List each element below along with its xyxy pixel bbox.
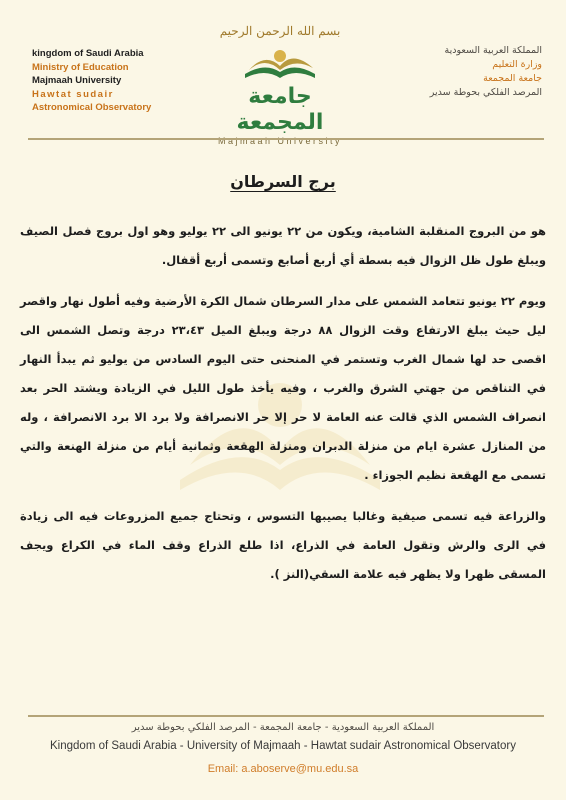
header-arabic-block — [362, 44, 542, 100]
header-country: kingdom of Saudi Arabia — [32, 48, 144, 59]
header-university: Majmaah University — [32, 75, 122, 86]
header-english-block — [32, 47, 182, 115]
header-ar-country: المملكة العربية السعودية — [444, 45, 542, 56]
footer-arabic-line: المملكة العربية السعودية - جامعة المجمعة - المرصد الفلكي بحوطة سدير — [131, 722, 435, 733]
header-ar-observatory: المرصد الفلكي بحوطة سدير — [429, 87, 542, 98]
paragraph-1: هو من البروج المنقلبة الشامية، ويكون من ٢٢ يونيو الى ٢٢ يوليو وهو اول بروج فصل الصيف ويبلغ طول ظل الزوال فيه بسطة أي أربع أصابع وتسمى أربع أقفال. — [20, 224, 546, 267]
paragraph-3: والزراعة فيه تسمى صيفية وغالبا يصيبها التسوس ، وتحتاج جميع المزروعات فيه الى زيادة في الرى والرش وتقول العامة في الذراع، اذا طلع الذراع وقف الماء في الكراع ويجف المسقى ظهرا ولا يظهر فيه علامة السقي(النز ). — [20, 509, 546, 581]
header-ar-university: جامعة المجمعة — [483, 73, 542, 84]
document-title: برج السرطان — [230, 172, 336, 191]
book-emblem-icon — [235, 44, 325, 84]
paragraph-2: ويوم ٢٢ يونيو تتعامد الشمس على مدار السرطان شمال الكرة الأرضية وفيه أطول نهار واقصر ليل حيث يبلغ الارتفاع وقت الزوال ٨٨ درجة ويبلغ الميل ٢٣،٤٣ درجة وتصل الشمس الى اقصى حد لها شمال الغرب وتستمر في المنحنى حتى اليوم السادس من يوليو ثم يبدأ النهار في التناقص من جهتي الشرق والغرب ، وفيه يأخذ طول الليل في الزيادة ويشتد الحر بعد انصراف الشمس الذي قالت عنه العامة لا حر إلا حر الانصرافة ولا برد الا برد الانصرافة ، وله من المنازل عشرة ايام من منزلة الدبران ومنزلة الهقعة وثمانية أيام من منزلة الهنعة والتي تسمى مع الهقعة نظيم الجوزاء . — [20, 294, 547, 482]
header-town: Hawtat sudair — [32, 88, 114, 100]
header-ministry: Ministry of Education — [32, 61, 129, 73]
basmala-calligraphy: بسم الله الرحمن الرحيم — [219, 24, 341, 38]
header-ar-ministry: وزارة التعليم — [492, 59, 542, 70]
header-divider — [28, 138, 544, 140]
logo-arabic-name: جامعة المجمعة — [236, 84, 324, 135]
footer-email[interactable]: Email: a.aboserve@mu.edu.sa — [207, 763, 359, 775]
footer-english-line: Kingdom of Saudi Arabia - University of Majmaah - Hawtat sudair Astronomical Observatory — [50, 740, 516, 752]
logo-english-name: Majmaah University — [217, 136, 343, 146]
footer-divider — [28, 715, 544, 717]
university-logo — [205, 22, 355, 146]
document-body — [20, 217, 546, 601]
header-observatory: Astronomical Observatory — [32, 102, 152, 113]
